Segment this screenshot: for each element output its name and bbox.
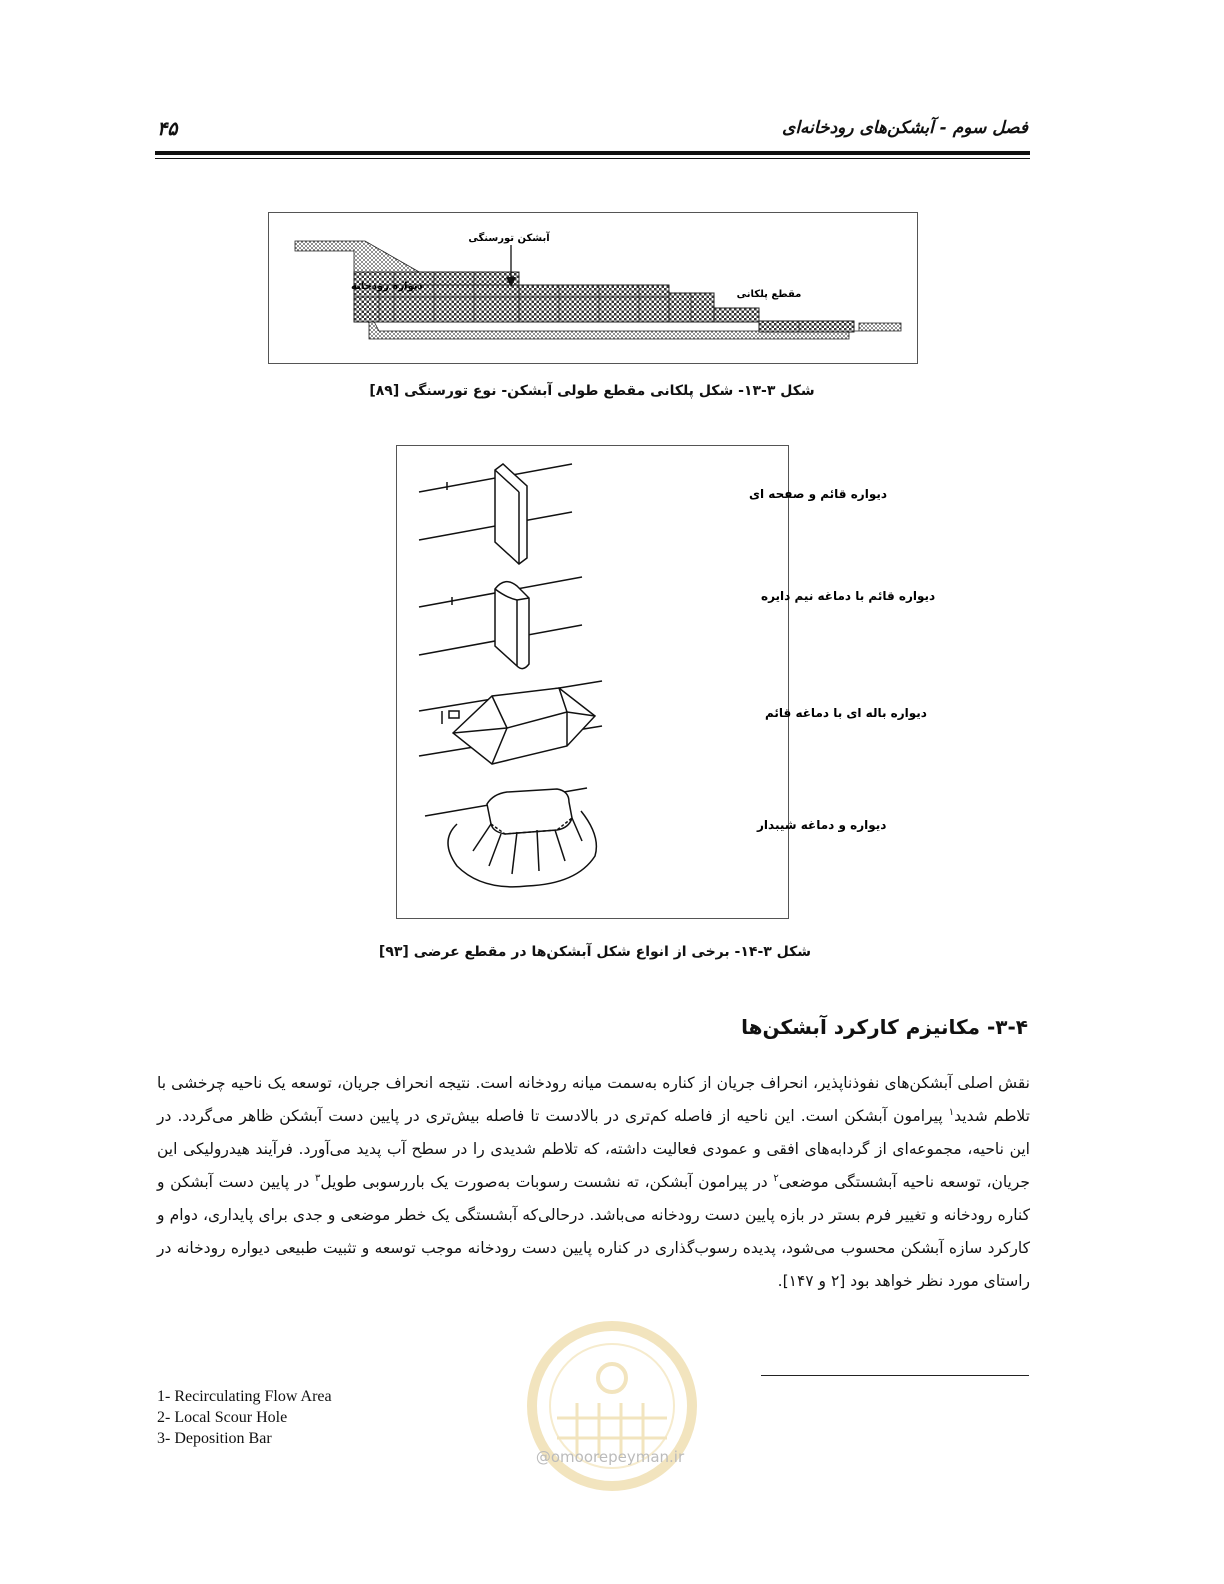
label-type-1: دیواره قائم و صفحه ای — [749, 487, 888, 501]
footnote-ref-1: ۱ — [948, 1106, 955, 1118]
header-rule-thin — [155, 158, 1030, 159]
chapter-title: فصل سوم - آبشکن‌های رودخانه‌ای — [782, 118, 1028, 138]
footnote-ref-2: ۲ — [773, 1172, 779, 1184]
paragraph-part-3: در پیرامون آبشکن، ته نشست رسوبات به‌صورت یک باررسوبی طویل — [320, 1173, 774, 1191]
section-title: ۳-۴- مکانیزم کارکرد آبشکن‌ها — [741, 1015, 1028, 1039]
groyne-types-drawing — [397, 446, 936, 918]
stepped-section-drawing — [269, 213, 917, 363]
footnote-ref-3: ۳ — [314, 1172, 321, 1184]
header-rule — [155, 151, 1030, 155]
label-gabion: آبشکن تورسنگی — [468, 233, 550, 244]
footnotes — [157, 1386, 332, 1449]
body-paragraph — [157, 1067, 1030, 1298]
paragraph-part-1: نقش اصلی آبشکن‌های نفوذناپذیر، انحراف جریان از کناره به‌سمت میانه رودخانه است. نتیجه انحراف جریان، توسعه یک ناحیه چرخشی با تلاطم شدید — [157, 1074, 1030, 1125]
label-type-2: دیواره قائم با دماغه نیم دایره — [761, 589, 936, 603]
paragraph-part-4: در پایین دست آبشکن و کناره رودخانه و تغییر فرم بستر در بازه پایین دست رودخانه می‌باشد. درحالی‌که آبشستگی یک خطر موضعی و جدی برای پایداری، دوام و کارکرد سازه آبشکن محسوب می‌شود، پدیده رسوب‌گذاری در کناره پایین دست رودخانه موجب توسعه و تثبیت طبیعی دیواره رودخانه در راستای مورد نظر خواهد بود [۲ و ۱۴۷]. — [157, 1173, 1030, 1290]
label-type-3: دیواره باله ای با دماغه قائم — [765, 706, 927, 720]
footnote-3: 3- Deposition Bar — [157, 1430, 272, 1447]
page-number: ۴۵ — [157, 118, 178, 140]
footnote-1: 1- Recirculating Flow Area — [157, 1388, 332, 1405]
figure-stepped-section — [268, 212, 918, 364]
footnote-rule — [761, 1375, 1029, 1376]
figure1-caption: شکل ۳-۱۳- شکل پلکانی مقطع طولی آبشکن- نوع تورسنگی [۸۹] — [369, 383, 815, 399]
label-river-bank: دیواره رودخانه — [351, 281, 423, 292]
label-type-4: دیواره و دماغه شیبدار — [757, 818, 887, 832]
figure-groyne-types — [396, 445, 936, 919]
paragraph-part-2: پیرامون آبشکن است. این ناحیه از فاصله کم‌تری در بالادست تا فاصله بیش‌تری در پایین دست آبشکن ظاهر می‌گردد. در این ناحیه، مجموعه‌ای از گردابه‌های افقی و عمودی فعالیت داشته، که تلاطم شدیدی را در سطح آب پدید می‌آورد. فرآیند هیدرولیکی این جریان، توسعه ناحیه آبشستگی موضعی — [157, 1107, 1030, 1191]
footnote-2: 2- Local Scour Hole — [157, 1409, 288, 1426]
watermark-url: @omoorepeyman.ir — [535, 1448, 685, 1466]
watermark-logo — [487, 1318, 737, 1518]
figure2-caption: شکل ۳-۱۴- برخی از انواع شکل آبشکن‌ها در مقطع عرضی [۹۳] — [378, 944, 812, 960]
label-stepped: مقطع پلکانی — [736, 289, 802, 300]
